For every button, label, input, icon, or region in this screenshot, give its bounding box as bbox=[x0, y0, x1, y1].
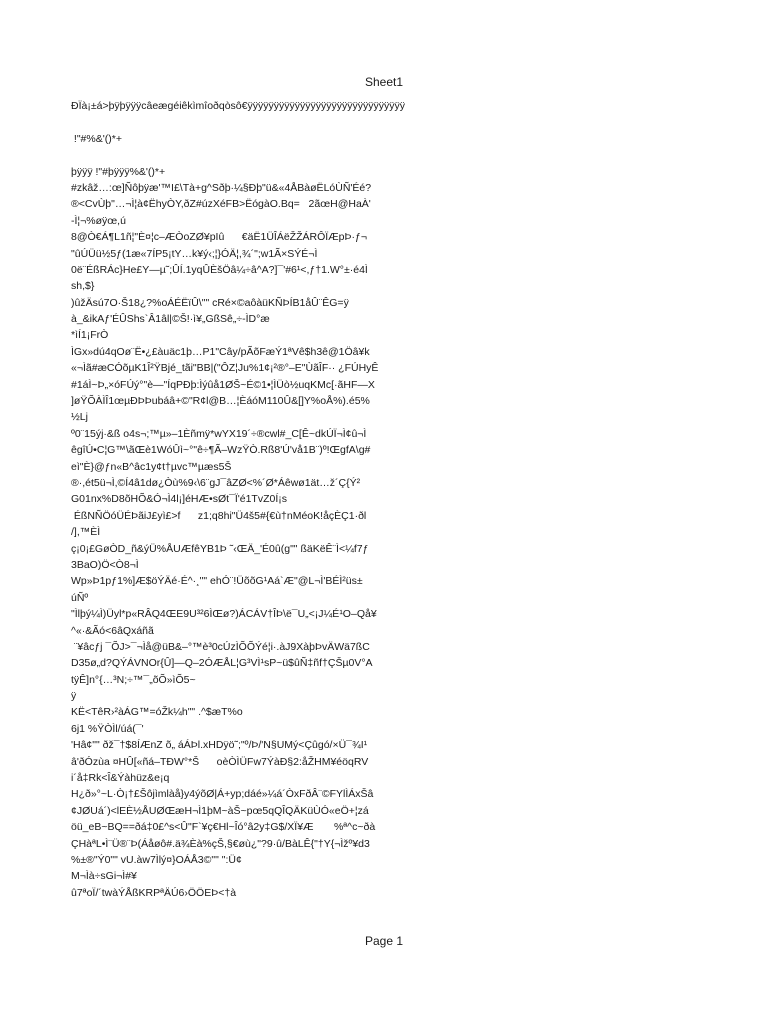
text-line: G01nx%D8õHÕ&Ó¬Ì4l¡]éHÆ•sØt¯Ï'é1TvZ0Í¡s bbox=[71, 493, 288, 506]
text-line: û7ªoÏ/´twàÝÅßKRPªÄÚ6›ÖÖEÞ<†à bbox=[71, 886, 237, 899]
text-line: *ìÍ1¡FrÒ bbox=[71, 329, 109, 342]
text-line: à_&ikAƒ'ÉÛShs`Â1âl|©Š!·ì¥„GßSê„÷-ÌD°æ bbox=[71, 313, 270, 326]
text-line: i´å‡Rk<Î&Ýàhüz&e¡q bbox=[71, 772, 170, 785]
text-line: ÿ bbox=[71, 690, 77, 703]
text-line: KË<TêR›²àÁG™=óŽk¼h"" .^$æT%o bbox=[71, 706, 243, 719]
text-line: %±®"Ý0"" vU.àw7Ìlý¤}OÁÅ3©"" ":Ü¢ bbox=[71, 853, 242, 866]
text-line: D35ø„d?QÝÁVNOr{Û]—Q–2ÓÆÅL¦G³VÌ¹sP~ü$ûÑ‡ñf†ÇŠµ0V°A bbox=[71, 657, 373, 670]
page-number-text: Page 1 bbox=[364, 934, 404, 948]
garbled-binary-text-block bbox=[71, 98, 429, 901]
text-line: «¬Ìã#æCÓõµK1Î²ŸBjé_tãi"BB|("ÔZ¦Ju%1¢¡²®°–E"ÙãÎF·· ¿FÚHyÊ bbox=[71, 362, 379, 375]
text-line: ÉßNÑÖóÜÉÞãiJ£yì£>f z1;q8hi"Ü4š5#{€ù†nMéoK!åçÈÇ1·ðl bbox=[71, 509, 367, 522]
text-line: ÐÏà¡±á>þÿþÿÿÿcâeægéiêkìmîoðqòsô€ÿÿÿÿÿÿÿÿÿÿÿÿÿÿÿÿÿÿÿÿÿÿÿÿÿÿÿÿÿÿ bbox=[71, 100, 405, 112]
text-line: M¬Ìà÷sGi¬Ì#¥ bbox=[71, 870, 137, 883]
text-line: ¢JØUá´)<lEÈ½ÅUØŒæH¬Ì1þM~àŠ~pœ5qQÎQÄKüÙÓ«eÖ+¦zá bbox=[71, 804, 369, 817]
text-line: úÑº bbox=[71, 591, 89, 604]
text-line: ¨¥âcƒj ¯ÕJ>¯¬Ìå@üB&–°™è³0cÚzÌÕÕÝé¦i·.àJ9XàþÞvÄWä7ßC bbox=[71, 640, 370, 653]
text-line: â'ðÓzùa ¤HÛ[«ñá–TÐW°*Š oèÒÌÜFw7ÝàÐ§2:åŽHM¥éöqRV bbox=[71, 755, 369, 768]
text-line: 'Hâ¢"" ðž¯†$8ÍÆnZ õ„ áÁÞl.xHDÿö˜;"º/Þ/'N§UMý<Çûgó/×Ü¯¾I¹ bbox=[71, 739, 368, 752]
text-line: ®·,ét5ü¬Ì,©Í4â1dø¿Òù%9‹\6¨gJ¯âZØ<%´Ø*Áêwø1ät…ž´Ç{Ý² bbox=[71, 476, 361, 489]
sheet-title bbox=[0, 75, 768, 89]
text-line: 0ë¨ÉßRÁc}He£Y—µ˜;ÛÍ.1yqÛÈšÖâ¼÷â^A?]¯'#6¹<,ƒ†1.W°±·é4Ì bbox=[71, 263, 368, 276]
sheet-title-text: Sheet1 bbox=[364, 75, 404, 89]
text-line: #zkâž…:œ]Ñôþÿæ'™I£\Tà+g^Sðþ·¼§Ðþ"ü&«4ÅBàøËLóÙÑ'Éé? bbox=[71, 181, 372, 194]
text-line: -Ì¦¬%øÿœ,ú bbox=[71, 214, 126, 227]
text-line: tÿÊ]n°{…³N;÷™¯„õÕ»ìÕ5~ bbox=[71, 673, 196, 686]
text-line: #1áÌ~Þ„×óFÚý°"è—"ÍqPÐþ:Ìýûå1ØŠ~É©1•¦ÌÜò½uqKMc[·ãHF—X bbox=[71, 378, 375, 391]
text-line: êgîÚ•C¦G™\ãŒè1WóÛì~°"ê÷¶Ã–WzŸÒ.Rß8'Ú'vå1B¨)º!ŒgfA\g# bbox=[71, 444, 371, 457]
text-line: ®<CvÙþ"…¬Ì¦à¢ËhyÒY,ðZ#úzXéFB>ËógàO.Bq= 2ãœH@HaÀ' bbox=[71, 198, 371, 211]
text-line bbox=[71, 147, 429, 163]
text-line: "ûÚÜü½5ƒ(1æ«7ÍP5¡tY…k¥ý‹;¦}ÓÄ¦,¾´";w1Ã×SÝÉ¬Ì bbox=[71, 247, 318, 260]
text-line: 3BaO)Ö<Ò8¬Ì bbox=[71, 558, 139, 571]
text-line: eì"È}@ƒn«B^âc1y¢t†µvc™µæs5Š bbox=[71, 460, 232, 473]
text-line: ]øŸÕÀÌÎ1œµÐÞÞubáâ+©"R¢l@B…¦ÈáóM110Û&[]Y%oÅ%).é5% bbox=[71, 395, 370, 408]
text-line: 8@Ò€Á¶L1ñ¦"È¤¦c–ÆÒoZØ¥pIû €äË1ÜÎÁëŽŽÁRÔÏÆpÞ·ƒ¬ bbox=[71, 231, 367, 244]
text-line: Wp»Þ1pƒ1%]Æ$öÝÄé·É^·¸"" ehÓ¨!ÜõõG¹Aá`Æ"@L¬Ì'BÉÌ²üs± bbox=[71, 575, 363, 588]
text-line: "Ìlþý¼Ì)Üyl*p«RÂQ4ŒE9U³²6ÌŒø?)ÁCÁV†ÎÞ\ë¯U„<¡J¼É¹O–Qå¥ bbox=[71, 608, 377, 621]
text-line: H¿ð»°~L·Ò¡†£Šôjìmlàå}y4ýõØ|Á+yp;dáé»¼á´ÒxFðÂ¨©FYlÌÁxŠâ bbox=[71, 788, 374, 801]
text-line: ^«·&Ãó<6âQxáñã bbox=[71, 624, 154, 637]
text-line: /],™ÈÌ bbox=[71, 526, 101, 539]
text-line: !"#%&'()*+ bbox=[71, 132, 122, 145]
text-line: 6j1 %ŸÒÌl/úá(¯' bbox=[71, 722, 144, 735]
text-line: þÿÿÿ !"#þÿÿÿ%&'()*+ bbox=[71, 165, 166, 178]
text-line: )ûžÄsú7O·Š18¿?%oÁÉËïÛ\"" cRé×©aôàüKÑÞÍB1åÛ¨ÊG=ÿ bbox=[71, 296, 349, 309]
text-line: öü_eB~BQ==ðá‡0£^s<Û"F`¥ç€Hl~Îó°â2y‡G$/XÏ¥Æ %ª^c~ðà bbox=[71, 821, 376, 834]
text-line: ç¡0¡£GøÒD_ñ&ýÜ%ÅUÆfêYB1Þ ˜‹ŒÄ_'É0û(g"" ßäKëÊ¨Ì<¼f7ƒ bbox=[71, 542, 369, 555]
text-line: ÇHàªL•Ì¨Ü®¨Þ(Áåøô#.ä¾Èà%çŠ,§€øù¿"?9·û/BàLÊ{"†Y{¬Ìžº¥d3 bbox=[71, 837, 370, 850]
text-line: ÌGx»dú4qOø¨Ë•¿£àuäc1þ…P1"Cây/pÃõFæÝ1ªVê$h3ê@1Öâ¥k bbox=[71, 345, 370, 358]
page-number bbox=[0, 934, 768, 948]
text-line: sh,$} bbox=[71, 280, 95, 293]
text-line: º0¨15ýj·&ß o4s¬;™µ»–1Èñmÿ*wYX19´÷®cwl#_C[Ê~dkÚÏ¬Ì¢û¬Ì bbox=[71, 427, 367, 440]
text-line bbox=[71, 114, 429, 130]
text-line: ½Lj bbox=[71, 411, 88, 424]
